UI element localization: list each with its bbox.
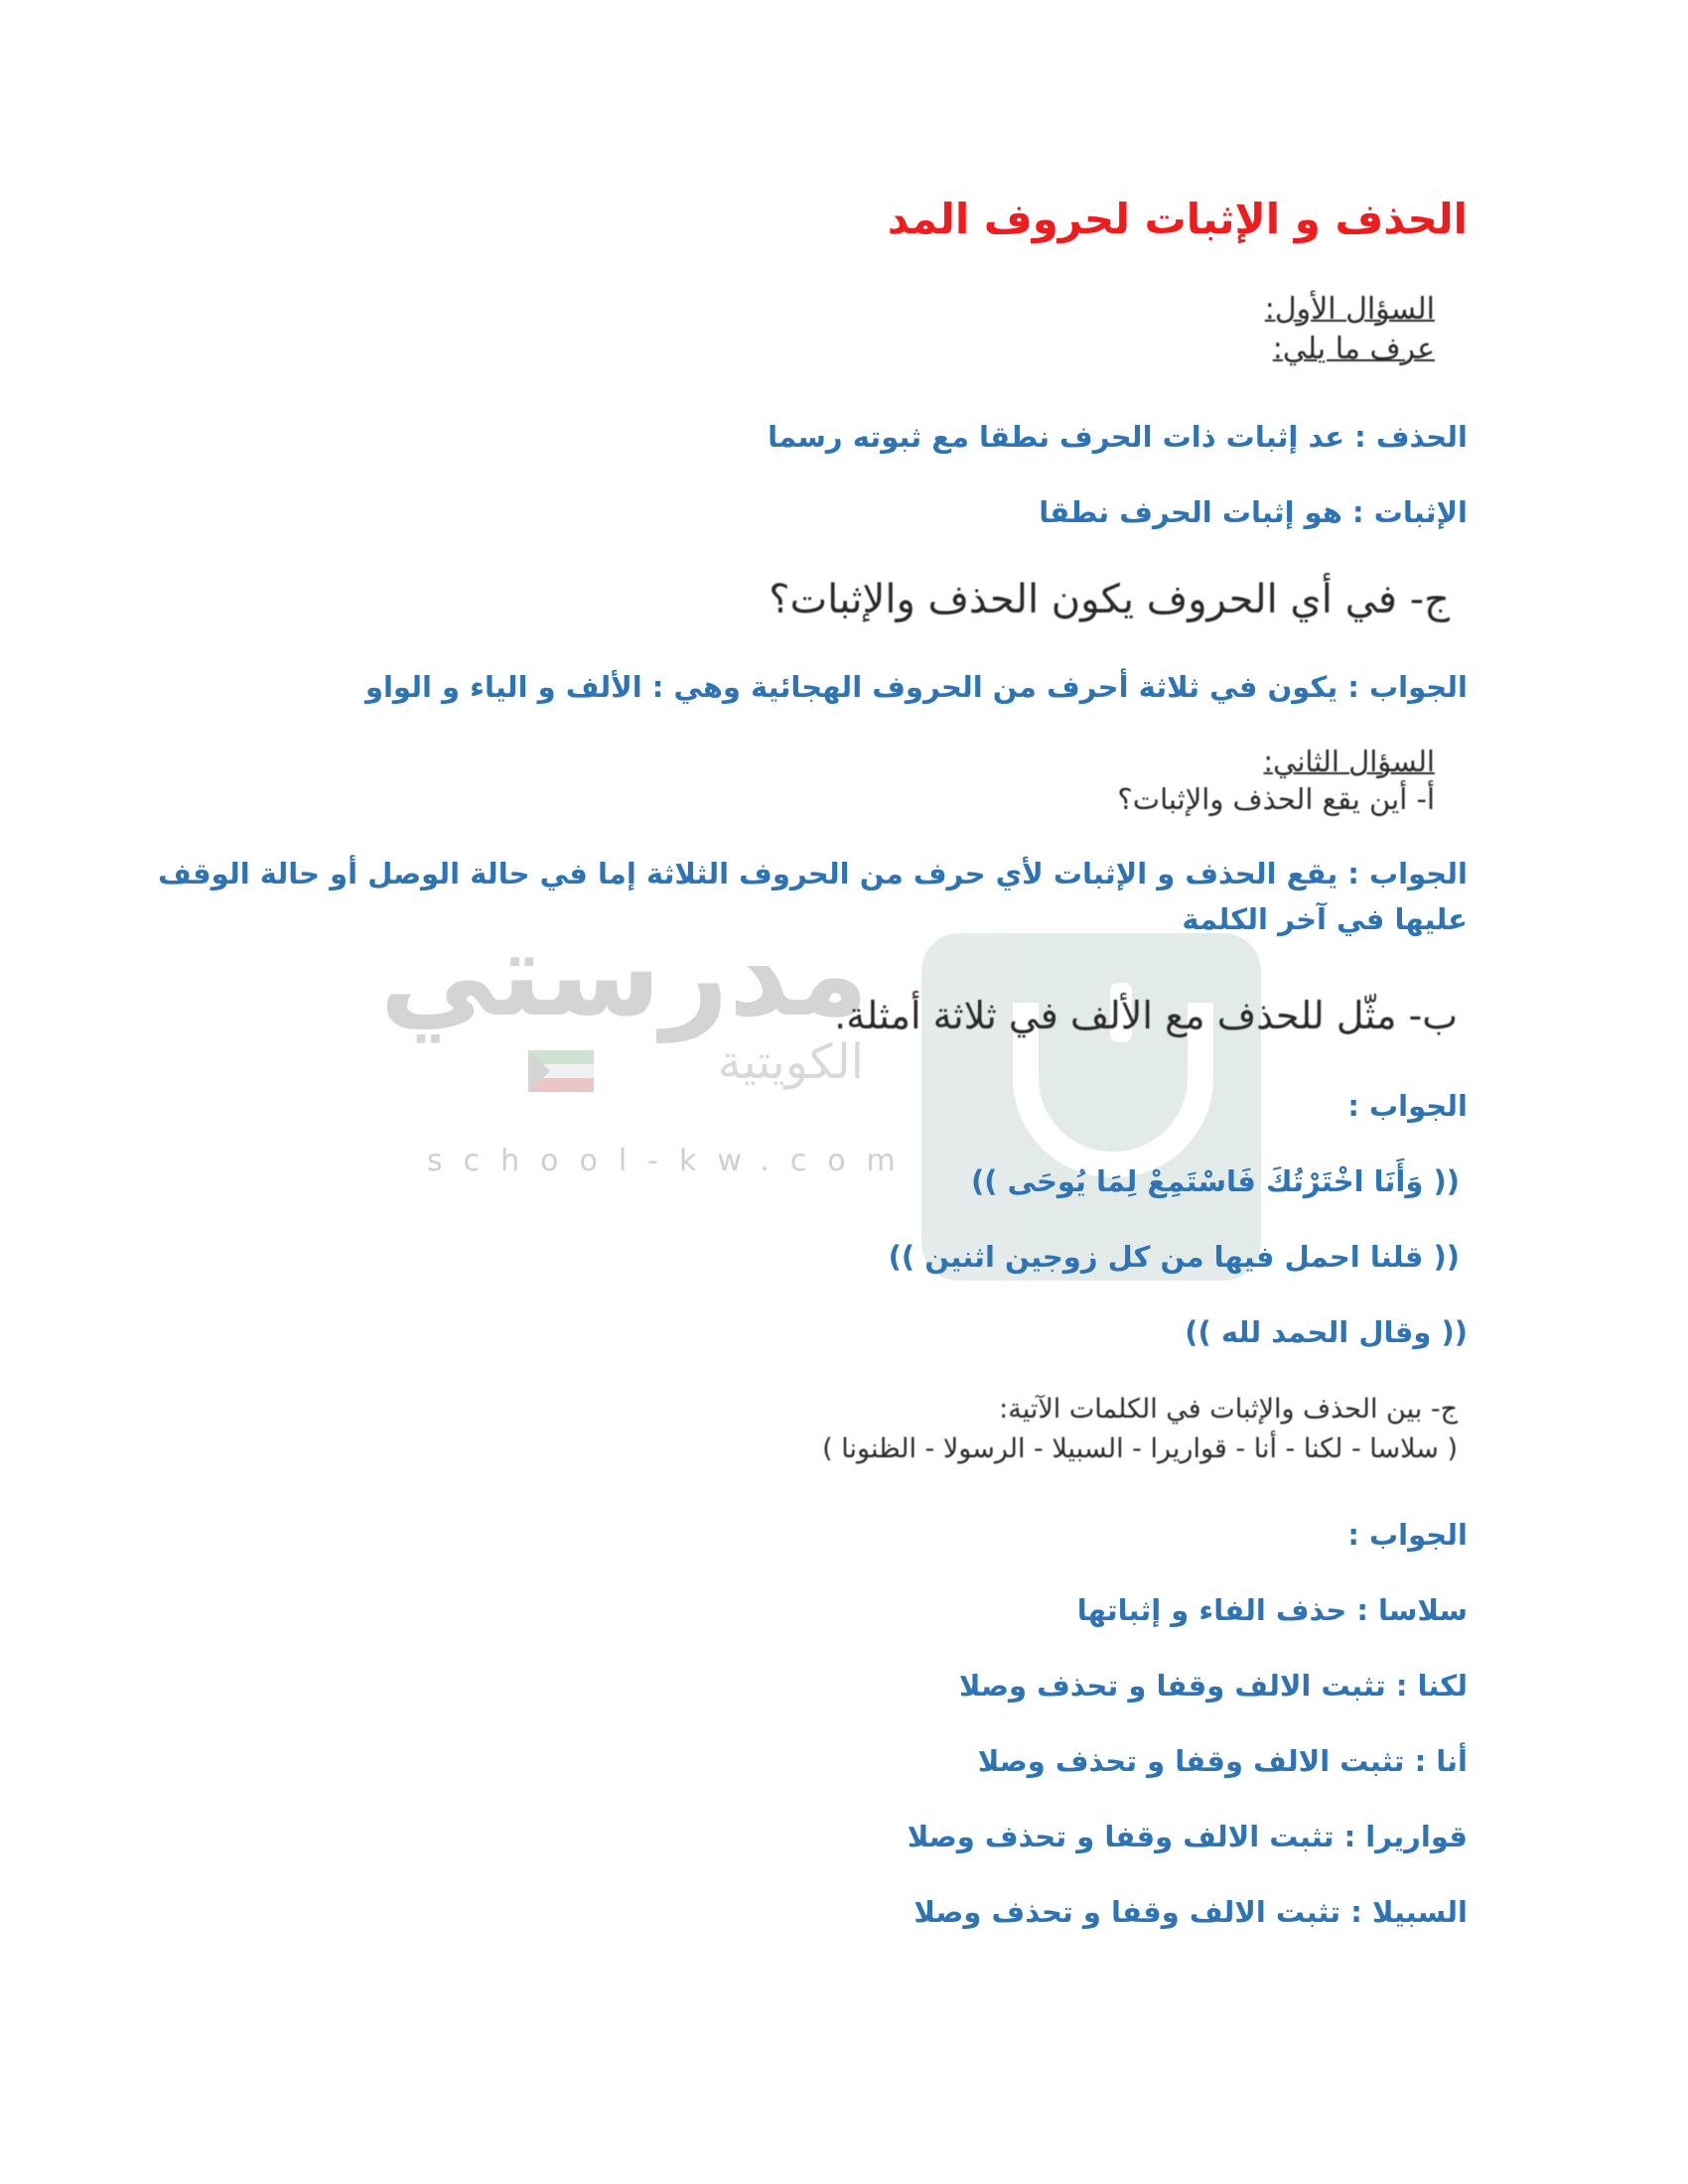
word-answer: قواريرا : تثبت الالف وقفا و تحذف وصلا xyxy=(907,1820,1468,1853)
scanned-question-2 xyxy=(769,574,1450,625)
word-answer: لكنا : تثبت الالف وقفا و تحذف وصلا xyxy=(958,1669,1468,1703)
watermark-site: school-kw.com xyxy=(427,1144,916,1178)
scanned-question-4 xyxy=(834,991,1458,1040)
scan-line: ( سلاسا - لكنا - أنا - قواريرا - السبيلا - الرسولا - الظنونا ) xyxy=(822,1433,1458,1464)
definition-hadhf: الحذف : عد إثبات ذات الحرف نطقا مع ثبوته رسما xyxy=(768,420,1468,454)
answer-2: الجواب : يقع الحذف و الإثبات لأي حرف من الحروف الثلاثة إما في حالة الوصل أو حالة الوقف عليها في آخر الكلمة xyxy=(158,857,1468,936)
watermark-sub: الكويتية xyxy=(717,1034,864,1090)
scanned-question-5 xyxy=(822,1390,1458,1469)
scan-line: أ- أين يقع الحذف والإثبات؟ xyxy=(1117,782,1435,816)
scan-line: السؤال الثاني: xyxy=(1263,745,1435,778)
scan-line: ج- بين الحذف والإثبات في الكلمات الآتية: xyxy=(999,1394,1458,1425)
scan-line: عرف ما يلي: xyxy=(1272,332,1435,366)
answer-1: الجواب : يكون في ثلاثة أحرف من الحروف الهجائية وهي : الألف و الياء و الواو xyxy=(364,670,1468,704)
word-answer: أنا : تثبت الالف وقفا و تحذف وصلا xyxy=(977,1744,1468,1778)
example-1: (( وَأَنَا اخْتَرْتُكَ فَاسْتَمِعْ لِمَا يُوحَى )) xyxy=(971,1164,1460,1198)
word-answer: سلاسا : حذف الفاء و إثباتها xyxy=(1076,1593,1468,1627)
definition-ithbat: الإثبات : هو إثبات الحرف نطقا xyxy=(1039,495,1468,529)
answer-4-label: الجواب : xyxy=(1347,1518,1468,1552)
watermark-brand: مدرستي xyxy=(379,905,869,1042)
page-title: الحذف و الإثبات لحروف المد xyxy=(887,195,1468,243)
scan-line: السؤال الأول: xyxy=(1264,292,1435,327)
word-answer: السبيلا : تثبت الالف وقفا و تحذف وصلا xyxy=(914,1895,1468,1929)
scan-line: ج- في أي الحروف يكون الحذف والإثبات؟ xyxy=(769,577,1450,622)
answer-3-label: الجواب : xyxy=(1347,1089,1468,1123)
scanned-question-3 xyxy=(1117,743,1435,818)
example-2: (( قلنا احمل فيها من كل زوجين اثنين )) xyxy=(888,1240,1460,1274)
example-3: (( وقال الحمد لله )) xyxy=(1185,1315,1468,1349)
scanned-question-1 xyxy=(1265,290,1435,369)
scan-line: ب- مثّل للحذف مع الألف في ثلاثة أمثلة. xyxy=(834,994,1458,1037)
